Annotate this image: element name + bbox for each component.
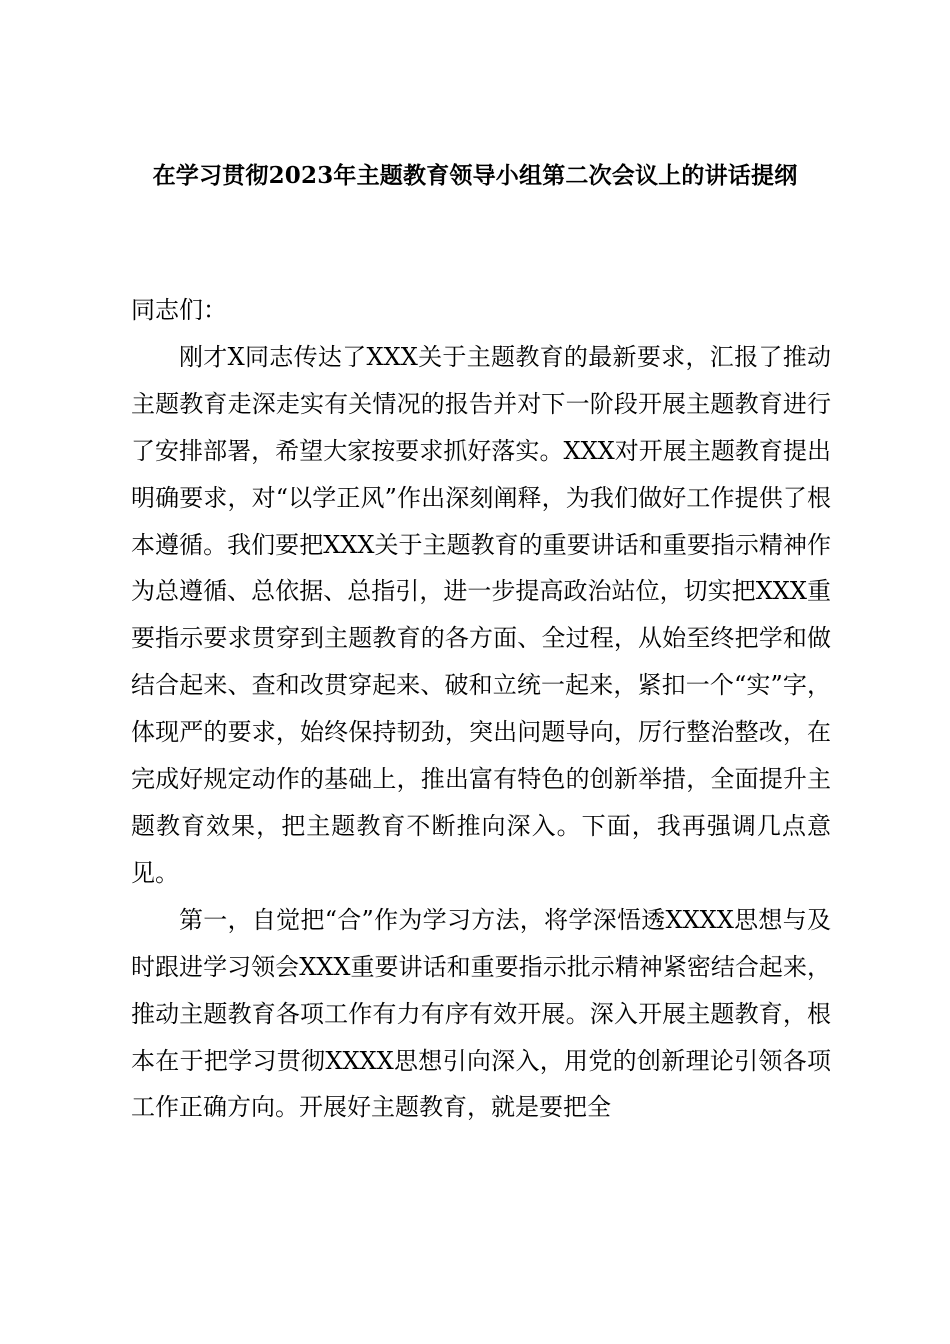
document-title: 在学习贯彻2023年主题教育领导小组第二次会议上的讲话提纲 bbox=[152, 162, 798, 189]
paragraph-opening: 刚才X同志传达了XXX关于主题教育的最新要求，汇报了推动主题教育走深走实有关情况的报告并对下一阶段开展主题教育进行了安排部署，希望大家按要求抓好落实。XXX对开展主题教育提出明确要求，对“以学正风”作出深刻阐释，为我们做好工作提供了根本遵循。我们要把XXX关于主题教育的重要讲话和重要指示精神作为总遵循、总依据、总指引，进一步提高政治站位，切实把XXX重要指示要求贯穿到主题教育的各方面、全过程，从始至终把学和做结合起来、查和改贯穿起来、破和立统一起来，紧扣一个“实”字，体现严的要求，始终保持韧劲，突出问题导向，厉行整治整改，在完成好规定动作的基础上，推出富有特色的创新举措，全面提升主题教育效果，把主题教育不断推向深入。下面，我再强调几点意见。 bbox=[131, 342, 831, 887]
salutation: 同志们： bbox=[131, 296, 227, 324]
paragraph-first-point: 第一，自觉把“合”作为学习方法，将学深悟透XXXX思想与及时跟进学习领会XXX重要讲话和重要指示批示精神紧密结合起来，推动主题教育各项工作有力有序有效开展。深入开展主题教育，根本在于把学习贯彻XXXX思想引向深入，用党的创新理论引领各项工作正确方向。开展好主题教育，就是要把全 bbox=[131, 905, 831, 1122]
document-body bbox=[131, 287, 831, 1131]
